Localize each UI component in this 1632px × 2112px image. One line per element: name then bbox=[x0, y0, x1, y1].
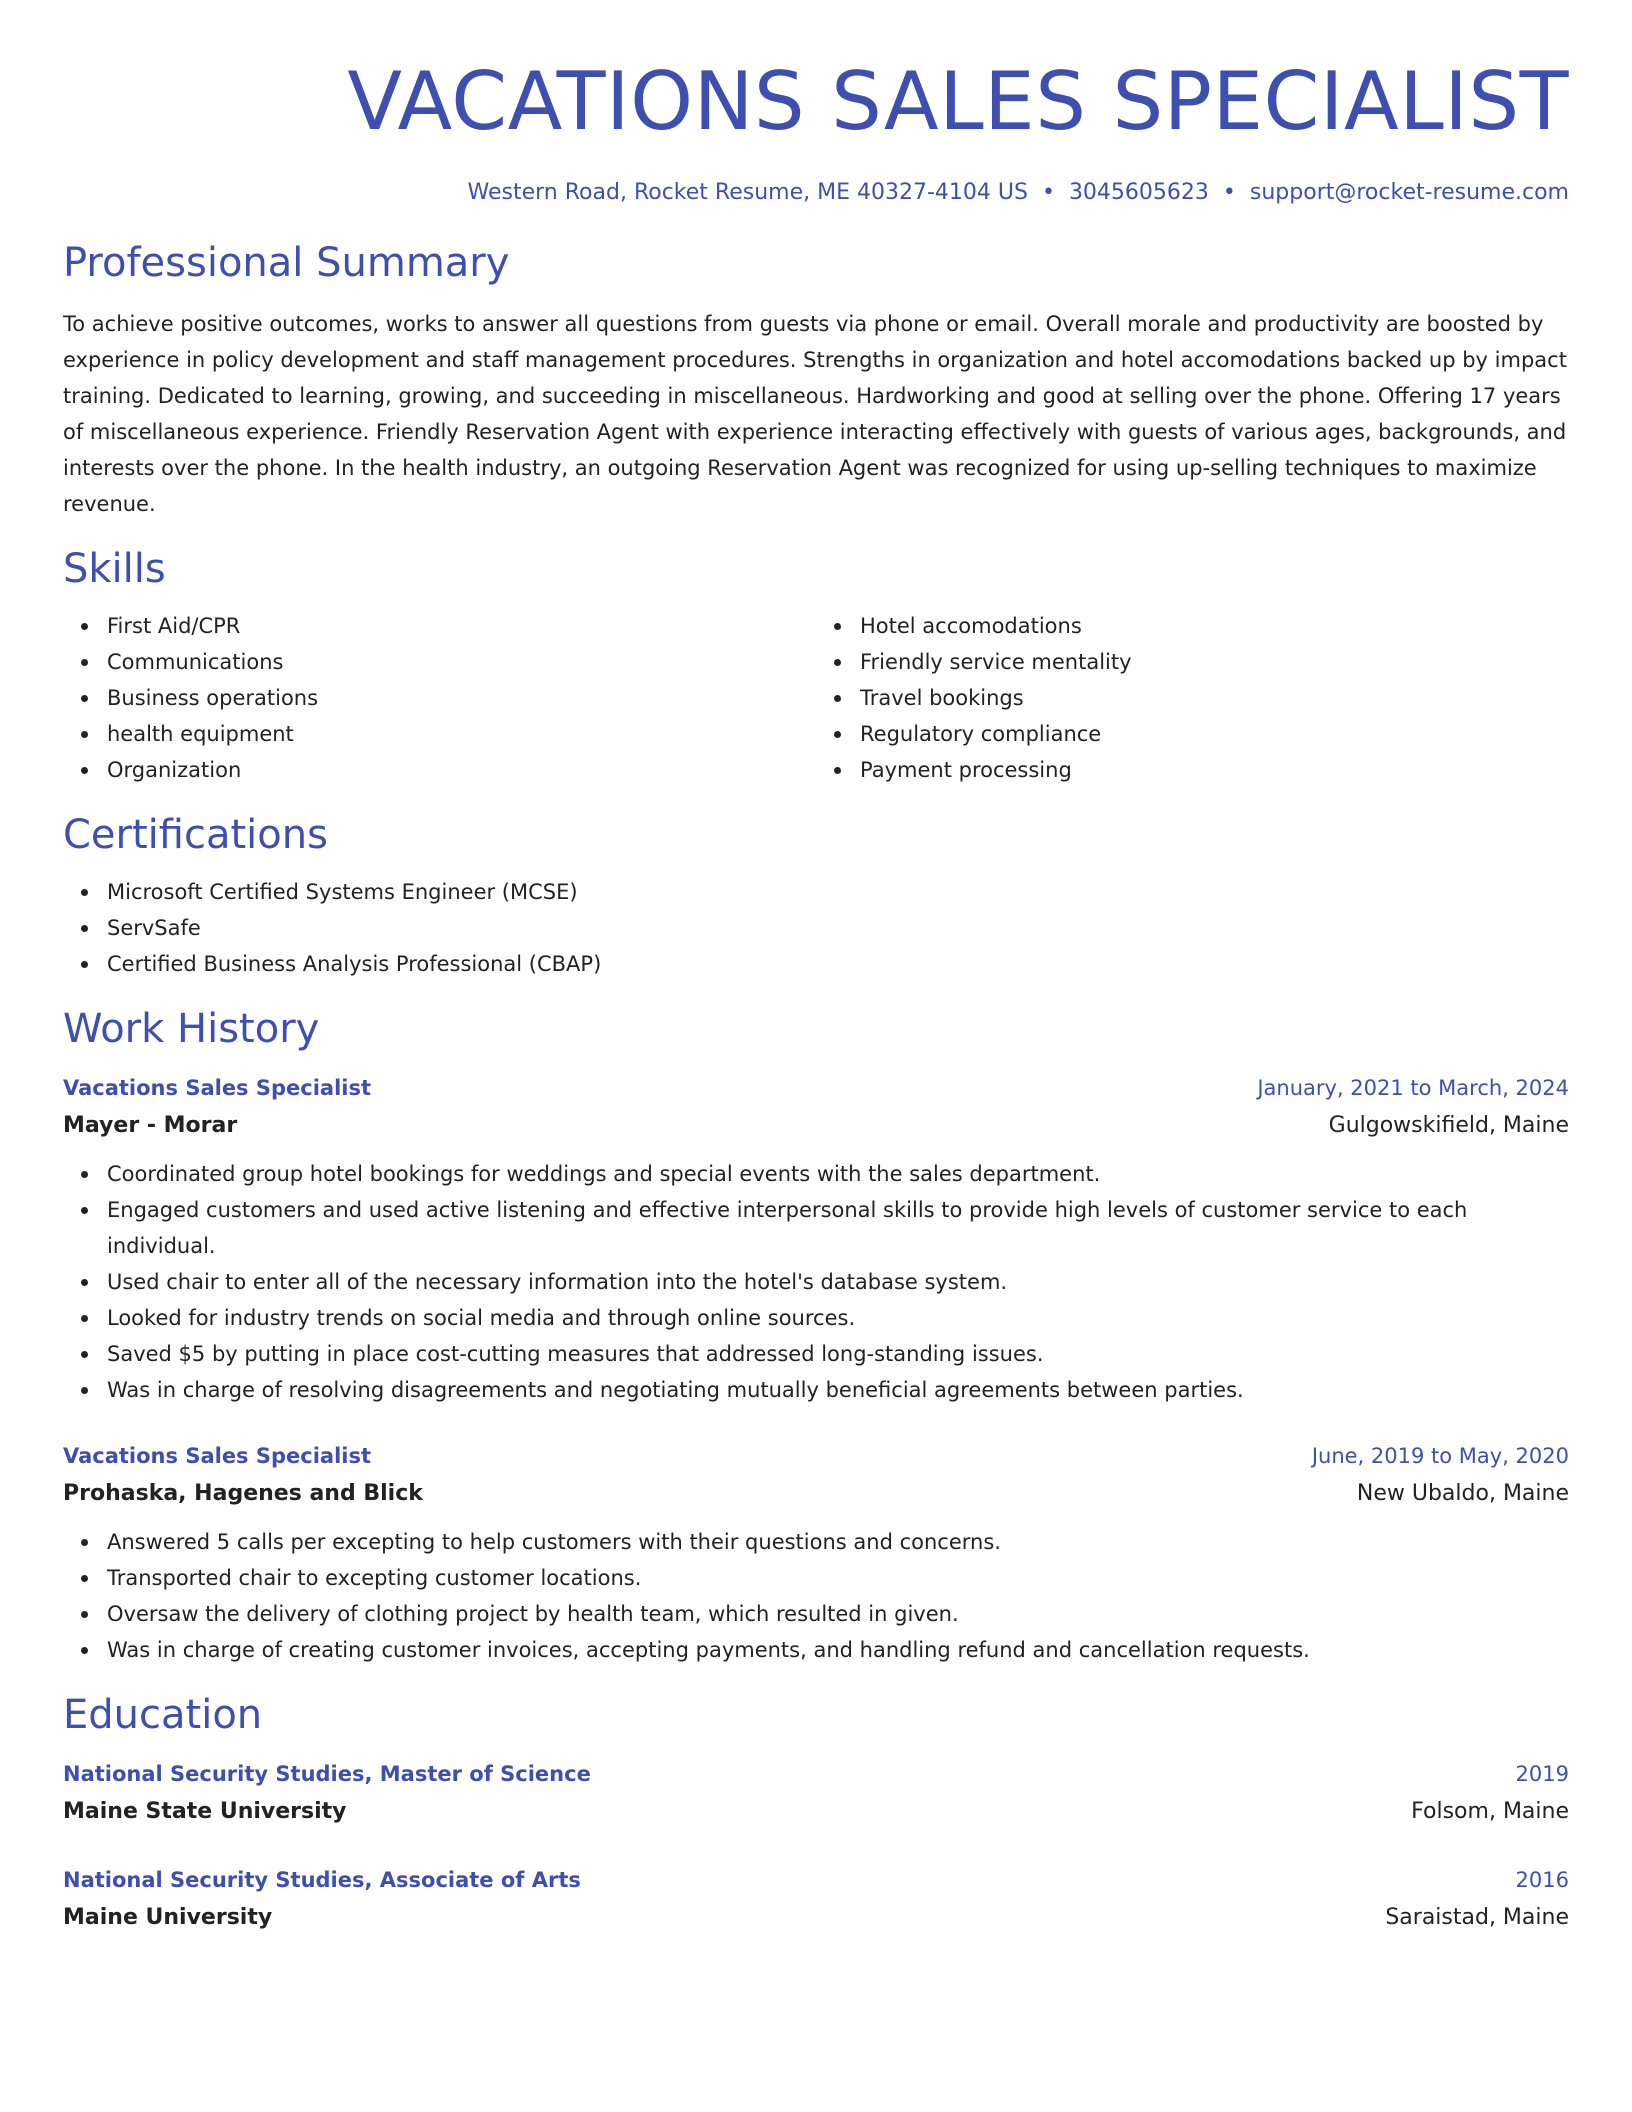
education-entry bbox=[63, 1756, 1569, 1832]
resume-name: VACATIONS SALES SPECIALIST bbox=[347, 55, 1569, 148]
education-degree: National Security Studies, Associate of Arts bbox=[63, 1868, 581, 1892]
job-bullets bbox=[63, 1524, 1569, 1668]
contact-line bbox=[63, 178, 1569, 208]
skill-item: Organization bbox=[107, 752, 816, 788]
certifications-heading: Certifications bbox=[63, 812, 328, 858]
job-bullet: Was in charge of resolving disagreements and negotiating mutually beneficial agreements between parties. bbox=[107, 1372, 1569, 1408]
job-bullet: Saved $5 by putting in place cost-cutting measures that addressed long-standing issues. bbox=[107, 1336, 1569, 1372]
work-history-heading: Work History bbox=[63, 1006, 320, 1052]
job-company: Prohaska, Hagenes and Blick bbox=[63, 1481, 423, 1506]
certification-item: ServSafe bbox=[107, 910, 1569, 946]
skill-item: Payment processing bbox=[860, 752, 1569, 788]
skills-columns bbox=[63, 594, 1569, 788]
job-bullet: Was in charge of creating customer invoices, accepting payments, and handling refund and cancellation requests. bbox=[107, 1632, 1569, 1668]
job-location: Gulgowskifield, Maine bbox=[1328, 1113, 1569, 1138]
job-dates: June, 2019 to May, 2020 bbox=[1311, 1444, 1569, 1468]
education-location: Saraistad, Maine bbox=[1385, 1905, 1569, 1930]
education-heading: Education bbox=[63, 1692, 263, 1738]
job-bullet: Transported chair to excepting customer locations. bbox=[107, 1560, 1569, 1596]
certification-item: Certified Business Analysis Professional (CBAP) bbox=[107, 946, 1569, 982]
skill-item: Communications bbox=[107, 644, 816, 680]
education-year: 2019 bbox=[1515, 1762, 1569, 1786]
skill-item: health equipment bbox=[107, 716, 816, 752]
summary-text: To achieve positive outcomes, works to answer all questions from guests via phone or email. Overall morale and productivity are boosted by experience in policy development and staff management procedures. Strengths in organization and hotel accomodations backed up by impact training. Dedicated to learning, growing, and succeeding in miscellaneous. Hardworking and good at selling over the phone. Offering 17 years of miscellaneous experience. Friendly Reservation Agent with experience interacting effectively with guests of various ages, backgrounds, and interests over the phone. In the health industry, an outgoing Reservation Agent was recognized for using up-selling techniques to maximize revenue. bbox=[63, 312, 1567, 516]
job-bullets bbox=[63, 1156, 1569, 1408]
contact-separator: • bbox=[1222, 180, 1236, 205]
job-bullet: Engaged customers and used active listening and effective interpersonal skills to provide high levels of customer service to each individual. bbox=[107, 1192, 1569, 1264]
contact-separator: • bbox=[1041, 180, 1055, 205]
education-degree: National Security Studies, Master of Science bbox=[63, 1762, 591, 1786]
job-bullet: Answered 5 calls per excepting to help customers with their questions and concerns. bbox=[107, 1524, 1569, 1560]
job-company: Mayer - Morar bbox=[63, 1113, 238, 1138]
education-school: Maine State University bbox=[63, 1799, 347, 1824]
job-title: Vacations Sales Specialist bbox=[63, 1076, 372, 1100]
contact-phone: 3045605623 bbox=[1068, 180, 1209, 205]
job-entry bbox=[63, 1438, 1569, 1668]
skills-list-left bbox=[63, 608, 816, 788]
job-location: New Ubaldo, Maine bbox=[1356, 1481, 1569, 1506]
job-dates: January, 2021 to March, 2024 bbox=[1257, 1076, 1569, 1100]
job-bullet: Used chair to enter all of the necessary information into the hotel's database system. bbox=[107, 1264, 1569, 1300]
job-entry bbox=[63, 1070, 1569, 1408]
education-year: 2016 bbox=[1515, 1868, 1569, 1892]
job-bullet: Looked for industry trends on social media and through online sources. bbox=[107, 1300, 1569, 1336]
skill-item: Business operations bbox=[107, 680, 816, 716]
job-bullet: Coordinated group hotel bookings for weddings and special events with the sales department. bbox=[107, 1156, 1569, 1192]
education-location: Folsom, Maine bbox=[1411, 1799, 1569, 1824]
job-title: Vacations Sales Specialist bbox=[63, 1444, 372, 1468]
skills-heading: Skills bbox=[63, 546, 166, 592]
skill-item: Regulatory compliance bbox=[860, 716, 1569, 752]
education-entry bbox=[63, 1862, 1569, 1938]
skill-item: Friendly service mentality bbox=[860, 644, 1569, 680]
job-bullet: Oversaw the delivery of clothing project by health team, which resulted in given. bbox=[107, 1596, 1569, 1632]
skill-item: Hotel accomodations bbox=[860, 608, 1569, 644]
skills-list-right bbox=[816, 608, 1569, 788]
education-school: Maine University bbox=[63, 1905, 273, 1930]
skill-item: Travel bookings bbox=[860, 680, 1569, 716]
certification-item: Microsoft Certified Systems Engineer (MCSE) bbox=[107, 874, 1569, 910]
skill-item: First Aid/CPR bbox=[107, 608, 816, 644]
certifications-list bbox=[63, 874, 1569, 982]
contact-address: Western Road, Rocket Resume, ME 40327-4104 US bbox=[467, 180, 1028, 205]
contact-email: support@rocket-resume.com bbox=[1249, 180, 1569, 205]
summary-heading: Professional Summary bbox=[63, 240, 510, 286]
